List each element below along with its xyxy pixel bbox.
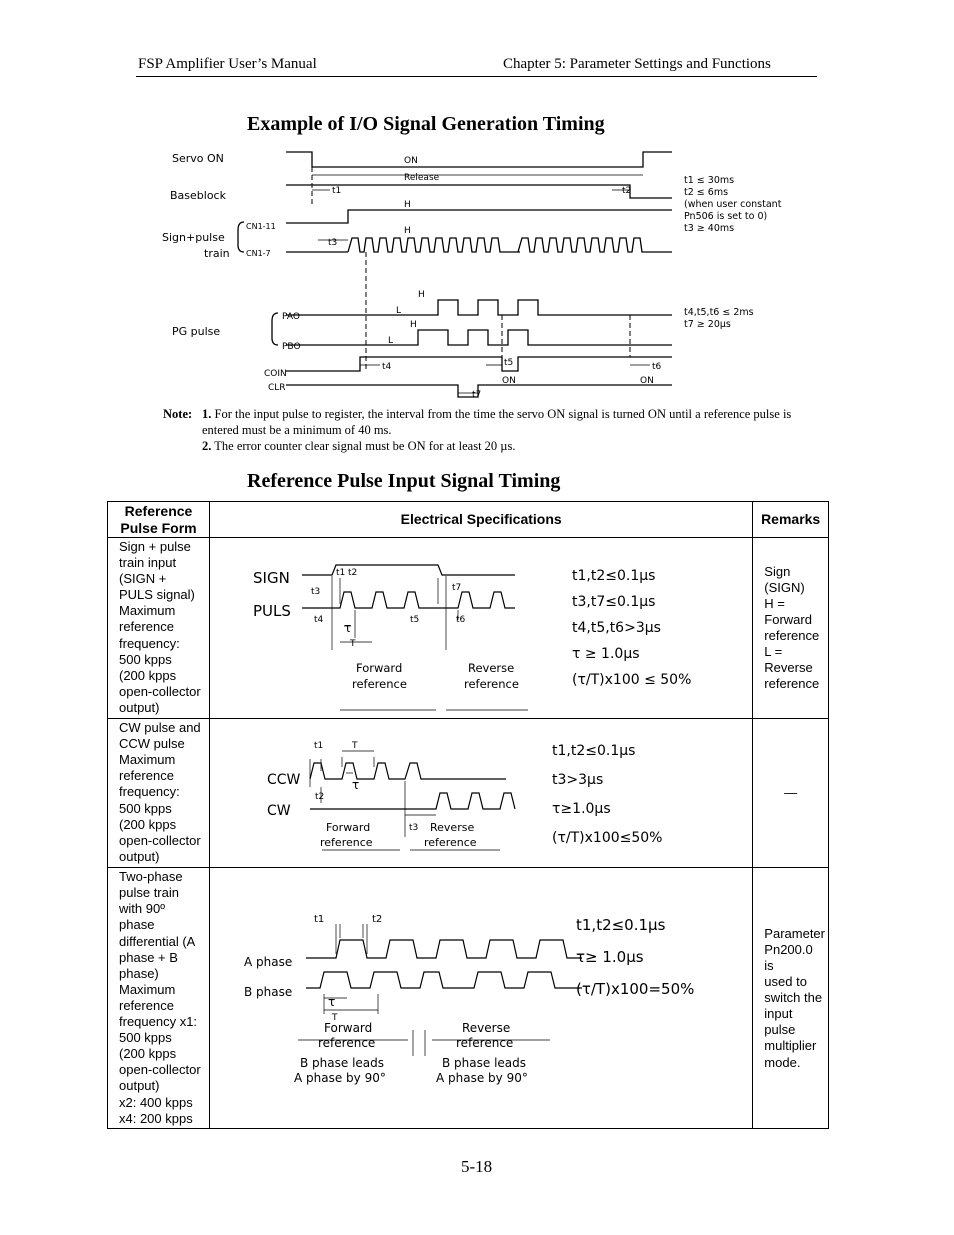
col-header-form: Reference Pulse Form bbox=[108, 502, 210, 538]
label-h-cn1-7: H bbox=[404, 226, 411, 236]
label-reverse: Reverse bbox=[430, 821, 475, 835]
label-forward: Forward bbox=[326, 821, 371, 835]
label-t5: t5 bbox=[410, 615, 420, 625]
label-h-pao: H bbox=[418, 290, 425, 300]
label-t4: t4 bbox=[314, 615, 324, 625]
label-reverse-reference: reference bbox=[456, 1036, 514, 1051]
col-header-specs: Electrical Specifications bbox=[210, 502, 753, 538]
section-title-reference-pulse: Reference Pulse Input Signal Timing bbox=[247, 470, 561, 492]
label-on: ON bbox=[404, 156, 418, 166]
label-puls: PULS bbox=[253, 602, 291, 620]
two-phase-diagram bbox=[210, 868, 736, 1124]
note-1: 1. For the input pulse to register, the interval from the time the servo ON signal is turned ON until a reference pulse is entered must be a minimum of 40 ms. bbox=[202, 407, 792, 437]
col-header-remarks: Remarks bbox=[753, 502, 829, 538]
spec-line-5: t3 ≥ 40ms bbox=[684, 223, 735, 234]
label-t2: t2 bbox=[622, 186, 632, 196]
label-servo-on: Servo ON bbox=[172, 152, 224, 165]
header-chapter-title: Chapter 5: Parameter Settings and Functions bbox=[503, 56, 771, 72]
label-on-coin: ON bbox=[502, 376, 516, 386]
label-t2: t2 bbox=[315, 792, 325, 803]
label-t1: t1 bbox=[332, 186, 342, 196]
label-pbo: PBO bbox=[282, 342, 301, 352]
label-forward: Forward bbox=[324, 1021, 373, 1036]
label-t6: t6 bbox=[652, 362, 662, 372]
table-header-row bbox=[108, 502, 829, 538]
spec-line-3: (when user constant bbox=[684, 199, 782, 210]
note-2: 2. The error counter clear signal must be ON for at least 20 µs. bbox=[202, 439, 516, 453]
label-baseblock: Baseblock bbox=[170, 189, 226, 202]
label-t3: t3 bbox=[311, 587, 321, 597]
page-number: 5-18 bbox=[461, 1157, 493, 1176]
label-t2: t2 bbox=[372, 914, 383, 926]
label-l-pao: L bbox=[396, 306, 402, 316]
label-coin: COIN bbox=[264, 369, 287, 379]
spec-line-1: t1 ≤ 30ms bbox=[684, 175, 735, 186]
label-T: T bbox=[352, 741, 358, 752]
label-pg-pulse: PG pulse bbox=[172, 325, 221, 338]
spec-line: (τ/T)x100 ≤ 50% bbox=[572, 672, 692, 688]
io-timing-diagram bbox=[160, 145, 800, 400]
spec-line: t1,t2≤0.1µs bbox=[576, 916, 666, 935]
label-h-pbo: H bbox=[410, 320, 417, 330]
label-cn1-11: CN1-11 bbox=[246, 222, 276, 231]
spec-line: t3>3µs bbox=[552, 772, 604, 789]
table-row bbox=[108, 538, 829, 719]
label-tau: τ bbox=[328, 995, 336, 1010]
form-cell-cw-ccw: CW pulse and CCW pulse Maximum reference frequency: 500 kpps (200 kpps open-collector output) bbox=[108, 719, 210, 868]
label-release: Release bbox=[404, 173, 440, 183]
label-reverse: Reverse bbox=[462, 1021, 511, 1036]
label-t7: t7 bbox=[472, 390, 482, 400]
label-forward-reference: reference bbox=[352, 677, 407, 691]
spec-line-4: Pn506 is set to 0) bbox=[684, 211, 768, 222]
label-a-by-rev: A phase by 90° bbox=[436, 1071, 528, 1086]
reference-pulse-table bbox=[107, 501, 829, 1129]
label-t1: t1 bbox=[314, 914, 325, 926]
label-a-phase: A phase bbox=[244, 955, 293, 970]
label-t5: t5 bbox=[504, 358, 514, 368]
label-tau: τ bbox=[344, 621, 352, 635]
label-train: train bbox=[204, 247, 230, 260]
label-tau: τ bbox=[352, 778, 360, 793]
spec-line: (τ/T)x100=50% bbox=[576, 980, 695, 999]
label-l-pbo: L bbox=[388, 336, 394, 346]
label-sign-pulse: Sign+pulse bbox=[162, 231, 225, 244]
spec-line: τ ≥ 1.0µs bbox=[572, 646, 640, 662]
label-t2: t2 bbox=[348, 568, 358, 578]
note-label: Note: bbox=[163, 407, 193, 421]
diagram-cell-cw-ccw bbox=[210, 719, 753, 868]
table-row bbox=[108, 719, 829, 868]
spec-line: t4,t5,t6>3µs bbox=[572, 620, 661, 636]
label-a-by-fwd: A phase by 90° bbox=[294, 1071, 386, 1086]
spec-line: τ≥1.0µs bbox=[552, 801, 611, 818]
sign-pulse-diagram bbox=[210, 538, 736, 714]
spec-line: (τ/T)x100≤50% bbox=[552, 830, 663, 847]
label-t1: t1 bbox=[336, 568, 346, 578]
label-b-phase: B phase bbox=[244, 985, 293, 1000]
label-on-clr: ON bbox=[640, 376, 654, 386]
label-t7: t7 bbox=[452, 583, 462, 593]
diagram-cell-sign-pulse bbox=[210, 538, 753, 719]
spec-line: τ≥ 1.0µs bbox=[576, 948, 644, 967]
spec-line-2: t2 ≤ 6ms bbox=[684, 187, 729, 198]
cw-ccw-diagram bbox=[210, 719, 736, 863]
label-cn1-7: CN1-7 bbox=[246, 249, 271, 258]
label-forward-reference: reference bbox=[318, 1036, 376, 1051]
spec-line: t1,t2≤0.1µs bbox=[552, 743, 636, 760]
label-t3: t3 bbox=[328, 238, 338, 248]
spec-line: t1,t2≤0.1µs bbox=[572, 568, 656, 584]
label-forward: Forward bbox=[356, 661, 403, 675]
label-t1: t1 bbox=[314, 741, 324, 752]
label-b-leads-rev: B phase leads bbox=[442, 1056, 527, 1071]
label-forward-reference: reference bbox=[320, 836, 373, 850]
label-reverse-reference: reference bbox=[424, 836, 477, 850]
label-T: T bbox=[332, 1013, 338, 1024]
form-cell-sign-pulse: Sign + pulse train input (SIGN + PULS signal) Maximum reference frequency: 500 kpps (200 kpps open-collector output) bbox=[108, 538, 210, 719]
header-rule bbox=[136, 76, 817, 77]
label-reverse-reference: reference bbox=[464, 677, 519, 691]
remarks-cell-cw-ccw: — bbox=[753, 719, 829, 868]
label-t6: t6 bbox=[456, 615, 466, 625]
header-manual-title: FSP Amplifier User’s Manual bbox=[138, 56, 317, 72]
remarks-cell-two-phase: Parameter Pn200.0 is used to switch the input pulse multiplier mode. bbox=[753, 868, 829, 1129]
label-h-cn1-11: H bbox=[404, 200, 411, 210]
label-pao: PAO bbox=[282, 312, 300, 322]
form-cell-two-phase: Two-phase pulse train with 90º phase differential (A phase + B phase) Maximum reference frequency x1: 500 kpps (200 kpps open-collector output) x2: 400 kpps x4: 200 kpps bbox=[108, 868, 210, 1129]
label-cw: CW bbox=[267, 803, 291, 820]
label-b-leads-fwd: B phase leads bbox=[300, 1056, 385, 1071]
spec-line-7: t7 ≥ 20µs bbox=[684, 319, 731, 330]
label-reverse: Reverse bbox=[468, 661, 515, 675]
label-T: T bbox=[350, 639, 356, 649]
diagram-cell-two-phase bbox=[210, 868, 753, 1129]
label-t4: t4 bbox=[382, 362, 392, 372]
label-sign: SIGN bbox=[253, 569, 290, 587]
section-title-io-timing: Example of I/O Signal Generation Timing bbox=[247, 113, 605, 135]
label-clr: CLR bbox=[268, 383, 286, 393]
spec-line-6: t4,t5,t6 ≤ 2ms bbox=[684, 307, 754, 318]
label-t3: t3 bbox=[409, 823, 419, 834]
spec-line: t3,t7≤0.1µs bbox=[572, 594, 656, 610]
table-row bbox=[108, 868, 829, 1129]
remarks-cell-sign-pulse: Sign (SIGN) H = Forward reference L = Reverse reference bbox=[753, 538, 829, 719]
label-ccw: CCW bbox=[267, 772, 301, 789]
